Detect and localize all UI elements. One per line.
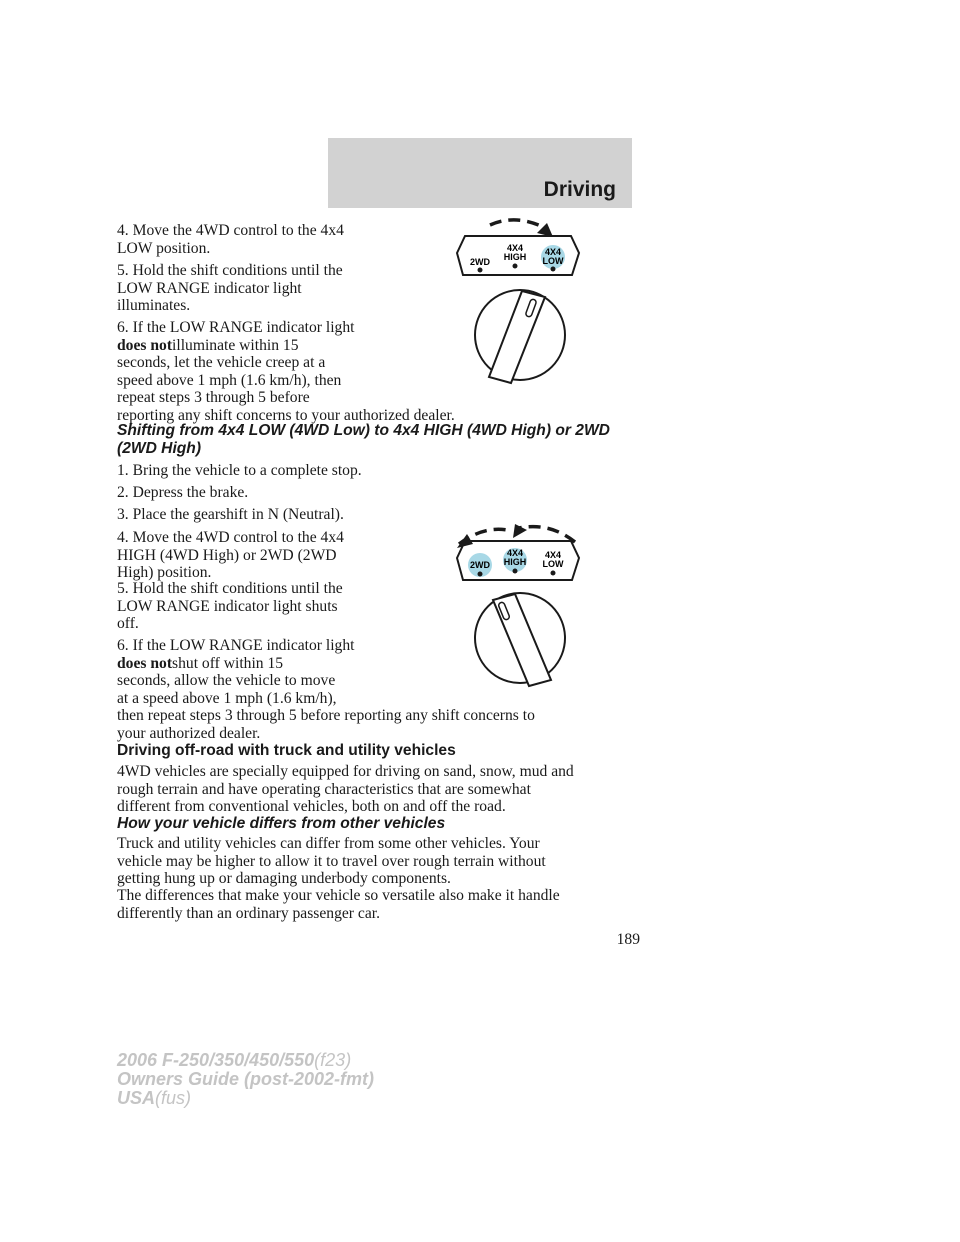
step-4-low-text: 4. Move the 4WD control to the 4x4 LOW position. xyxy=(117,222,344,257)
section-header-band xyxy=(328,138,632,208)
offroad-paragraph: 4WD vehicles are specially equipped for driving on sand, snow, mud and rough terrain and have operating characteristics that are somewhat different from conventional vehicles, both on and off the road. xyxy=(117,763,574,816)
footer-model-code: (f23) xyxy=(314,1050,352,1070)
driving-offroad-subhead: Driving off-road with truck and utility vehicles xyxy=(117,742,456,759)
step-5-shutoff-text: 5. Hold the shift conditions until the LOW RANGE indicator light shuts off. xyxy=(117,580,343,633)
differs-paragraph-2: The differences that make your vehicle so versatile also make it handle differently than an ordinary passenger car. xyxy=(117,887,560,922)
four-wd-dial-low-figure xyxy=(455,213,585,385)
footer-line-3 xyxy=(117,1089,374,1108)
four-wd-dial-high-figure xyxy=(455,518,585,690)
shifting-low-to-high-subhead: Shifting from 4x4 LOW (4WD Low) to 4x4 HIGH (4WD High) or 2WD (2WD High) xyxy=(117,422,610,457)
step-1-stop-text: 1. Bring the vehicle to a complete stop. xyxy=(117,462,362,479)
label-4x4-low-bottom: LOW xyxy=(542,256,564,266)
step-6-lead: 6. If the LOW RANGE indicator light xyxy=(117,319,355,336)
detent-4x4-high xyxy=(513,569,518,574)
label-2wd: 2WD xyxy=(470,257,490,267)
detent-2wd xyxy=(478,268,483,273)
footer-line-2: Owners Guide (post-2002-fmt) xyxy=(117,1069,375,1089)
step-2-brake-text: 2. Depress the brake. xyxy=(117,484,249,501)
shift-arrow-head xyxy=(537,223,553,237)
step-6b-bold: does not xyxy=(117,654,173,672)
vehicle-differs-subhead: How your vehicle differs from other vehicles xyxy=(117,815,446,832)
footer-model: 2006 F-250/350/450/550 xyxy=(117,1050,315,1070)
step-3-neutral-text: 3. Place the gearshift in N (Neutral). xyxy=(117,506,344,523)
shift-arrow-to-high-path xyxy=(519,527,575,542)
shift-arrow-path xyxy=(490,220,547,229)
detent-4x4-low xyxy=(551,267,556,272)
document-footer xyxy=(117,1051,374,1108)
step-6-rest: illuminate within 15 seconds, let the vehicle creep at a speed above 1 mph (1.6 km/h), then repeat steps 3 through 5 before reporting any shift concerns to your authorized dealer. xyxy=(117,336,455,424)
label-4x4-low-top: 4X4 xyxy=(544,550,562,560)
label-2wd: 2WD xyxy=(470,560,490,570)
step-4-high-text: 4. Move the 4WD control to the 4x4 HIGH (4WD High) or 2WD (2WD High) position. xyxy=(117,529,344,582)
detent-4x4-high xyxy=(513,264,518,269)
step-6b-rest: shut off within 15 seconds, allow the vehicle to move at a speed above 1 mph (1.6 km/h), then repeat steps 3 through 5 before reporting any shift concerns to your authorized dealer. xyxy=(117,654,535,742)
step-6-indicator-text xyxy=(117,319,455,425)
step-6b-lead: 6. If the LOW RANGE indicator light xyxy=(117,637,355,654)
step-5-hold-text: 5. Hold the shift conditions until the LOW RANGE indicator light illuminates. xyxy=(117,262,343,315)
step-6-bold: does not xyxy=(117,336,173,354)
label-4x4-high-top: 4X4 xyxy=(506,548,524,558)
section-title: Driving xyxy=(543,178,616,201)
label-4x4-high-bottom: HIGH xyxy=(503,252,527,262)
detent-4x4-low xyxy=(551,571,556,576)
footer-region: USA xyxy=(117,1088,156,1108)
label-4x4-low-bottom: LOW xyxy=(542,559,564,569)
differs-paragraph-1: Truck and utility vehicles can differ from some other vehicles. Your vehicle may be higher to allow it to travel over rough terrain without getting hung up or damaging underbody components. xyxy=(117,835,546,888)
label-4x4-high-bottom: HIGH xyxy=(503,557,527,567)
label-4x4-low-top: 4X4 xyxy=(544,247,562,257)
detent-2wd xyxy=(478,572,483,577)
footer-line-1 xyxy=(117,1051,374,1070)
label-4x4-high-top: 4X4 xyxy=(506,243,524,253)
footer-region-code: (fus) xyxy=(155,1088,192,1108)
page-number: 189 xyxy=(616,931,640,948)
